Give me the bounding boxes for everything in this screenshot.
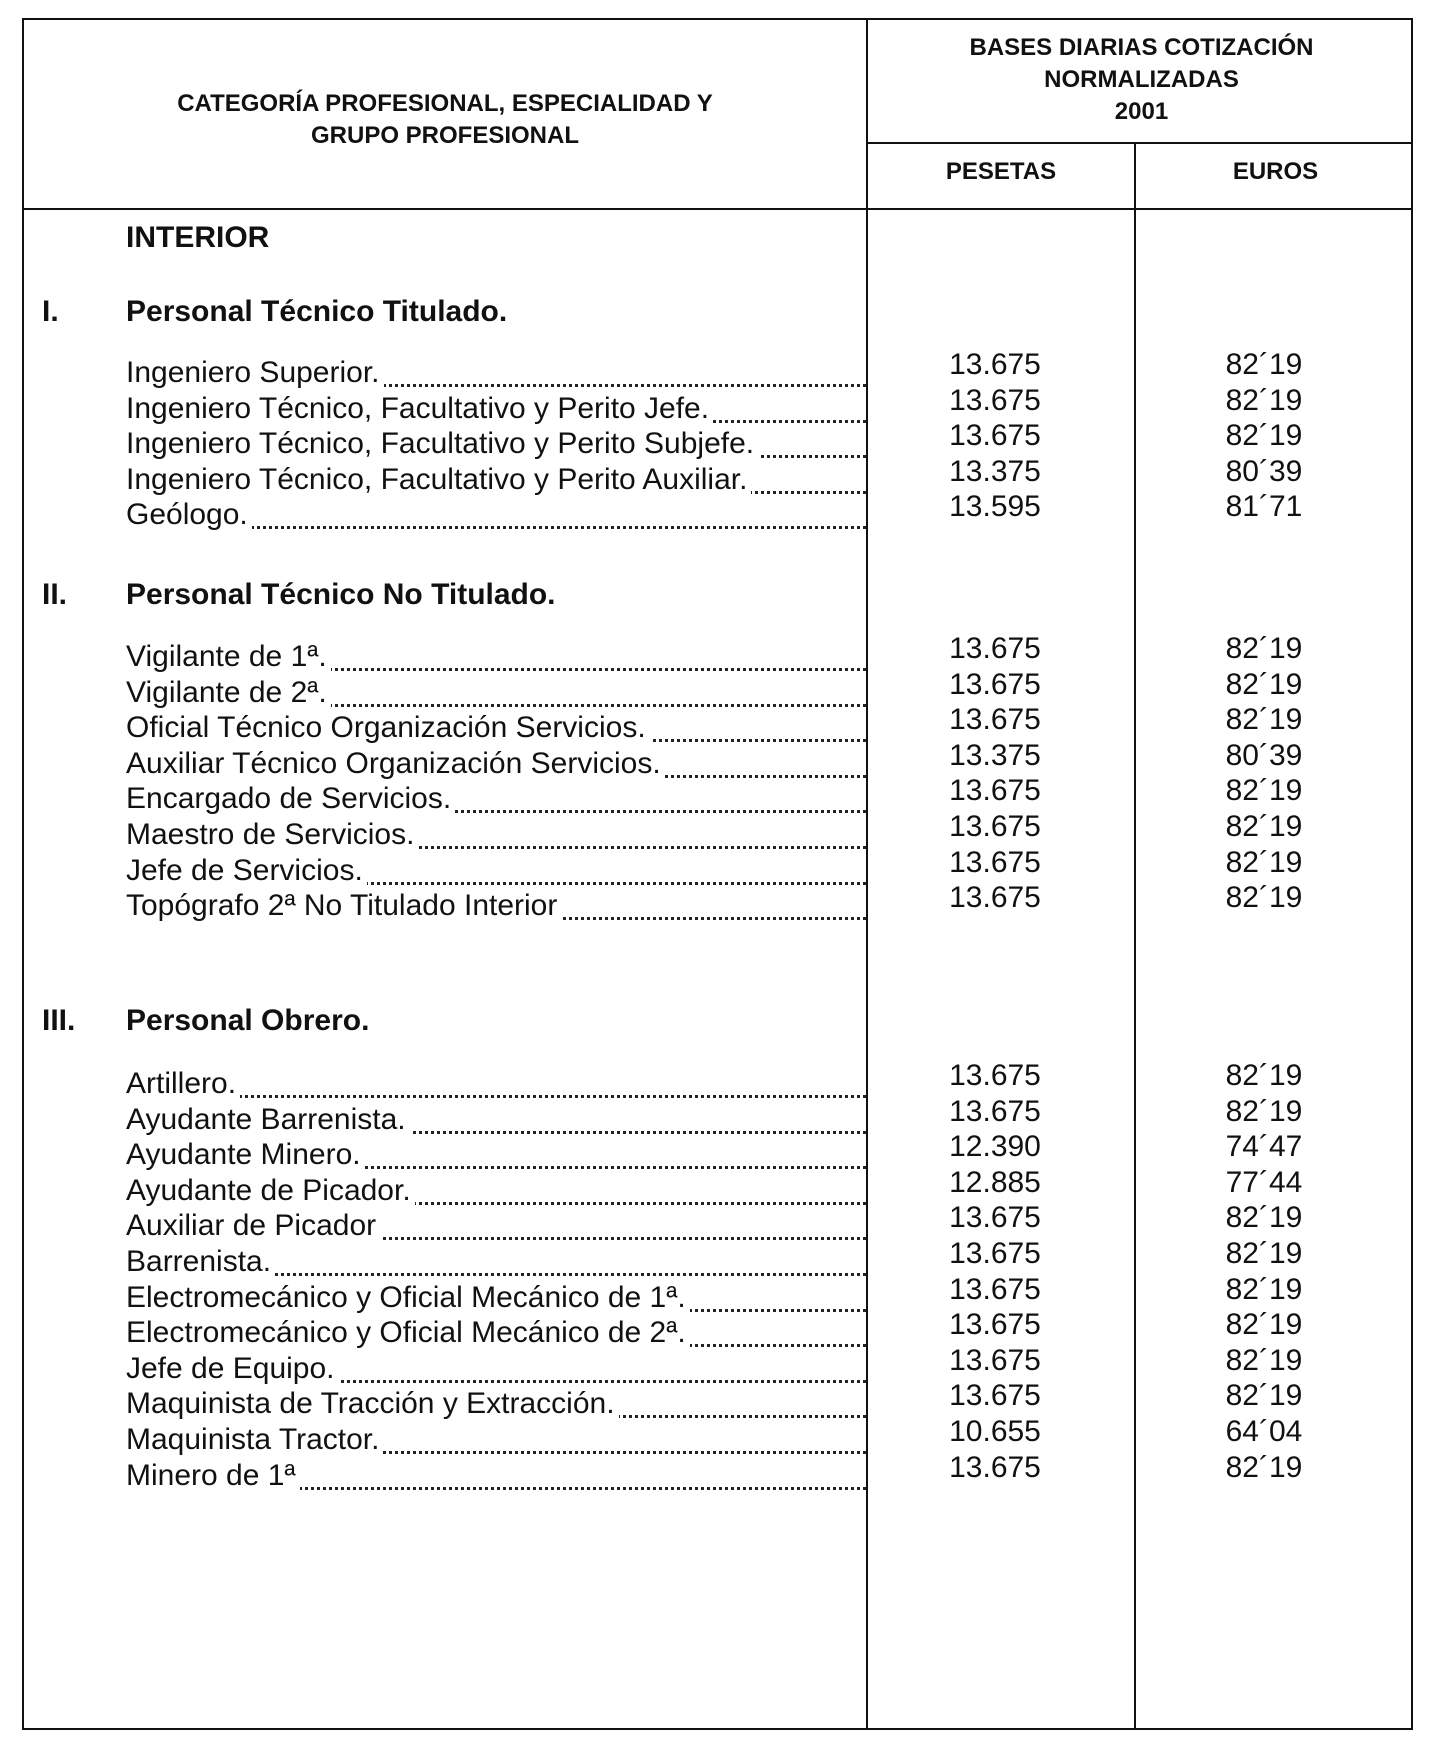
category-label-text: Electromecánico y Oficial Mecánico de 2ª. <box>126 1316 690 1349</box>
pesetas-value: 13.675 <box>949 419 1041 453</box>
category-label-text: Ingeniero Superior. <box>126 356 384 389</box>
pesetas-value: 13.675 <box>949 1237 1041 1270</box>
euros-value: 64´04 <box>1225 1415 1303 1448</box>
pesetas-value: 13.675 <box>949 1308 1041 1342</box>
euros-value: 82´19 <box>1225 667 1303 701</box>
bases-header-line2: NORMALIZADAS <box>1044 66 1239 93</box>
pesetas-value: 13.675 <box>949 667 1041 701</box>
euros-value: 82´19 <box>1225 419 1303 453</box>
header-subdivider <box>866 142 1411 144</box>
category-label-text: Oficial Técnico Organización Servicios. <box>126 711 650 744</box>
bases-header-line1: BASES DIARIAS COTIZACIÓN <box>969 34 1314 61</box>
category-label-text: Ayudante Barrenista. <box>126 1103 410 1136</box>
table-row <box>24 1056 1415 1100</box>
category-label-text: Encargado de Servicios. <box>126 782 455 815</box>
euros-value: 82´19 <box>1225 1379 1303 1413</box>
table-row <box>24 345 1415 389</box>
euros-value: 82´19 <box>1225 1094 1303 1128</box>
category-label-text: Ayudante Minero. <box>126 1138 365 1171</box>
category-label-text: Vigilante de 1ª. <box>126 640 331 673</box>
category-label-text: Ingeniero Técnico, Facultativo y Perito Jefe. <box>126 392 713 425</box>
euros-value: 82´19 <box>1225 1450 1303 1484</box>
section-title: Personal Obrero. <box>126 1004 370 1037</box>
section-number: I. <box>42 295 59 328</box>
pesetas-value: 13.375 <box>949 738 1041 772</box>
category-label-text: Ayudante de Picador. <box>126 1174 415 1207</box>
category-label-text: Auxiliar Técnico Organización Servicios. <box>126 747 665 780</box>
category-header-line2: GRUPO PROFESIONAL <box>310 122 580 149</box>
category-label <box>126 1456 866 1496</box>
category-label-text: Barrenista. <box>126 1245 275 1278</box>
category-label <box>126 495 866 535</box>
section-title: Personal Técnico Titulado. <box>126 295 508 328</box>
pesetas-value: 13.675 <box>949 632 1041 665</box>
euros-value: 82´19 <box>1225 1059 1303 1092</box>
euros-value: 74´47 <box>1225 1130 1303 1164</box>
pesetas-value: 13.675 <box>949 383 1041 417</box>
bases-header <box>868 32 1415 128</box>
table-row <box>24 629 1415 673</box>
pesetas-value: 13.675 <box>949 881 1041 915</box>
pesetas-value: 13.675 <box>949 1272 1041 1306</box>
category-label-text: Topógrafo 2ª No Titulado Interior <box>126 889 561 922</box>
category-label-text: Ingeniero Técnico, Facultativo y Perito Auxiliar. <box>126 463 751 496</box>
pesetas-value: 13.675 <box>949 1343 1041 1377</box>
euros-value: 82´19 <box>1225 383 1303 417</box>
pesetas-value: 13.595 <box>949 490 1041 524</box>
category-label-text: Maquinista de Tracción y Extracción. <box>126 1387 619 1420</box>
pesetas-column-header: PESETAS <box>945 158 1057 185</box>
document-table <box>22 18 1413 1730</box>
pesetas-value: 13.675 <box>949 1201 1041 1235</box>
pesetas-value: 13.675 <box>949 845 1041 879</box>
bases-header-year: 2001 <box>1114 98 1169 125</box>
section-title: Personal Técnico No Titulado. <box>126 578 556 611</box>
euros-column-header: EUROS <box>1232 158 1319 185</box>
euros-value: 82´19 <box>1225 810 1303 843</box>
section-number: III. <box>42 1004 76 1037</box>
pesetas-value: 12.885 <box>949 1165 1041 1199</box>
category-label-text: Maquinista Tractor. <box>126 1423 383 1456</box>
pesetas-value: 13.375 <box>949 454 1041 488</box>
pesetas-value: 13.675 <box>949 774 1041 808</box>
category-label-text: Minero de 1ª <box>126 1459 300 1492</box>
euros-value: 77´44 <box>1225 1165 1303 1199</box>
pesetas-value: 13.675 <box>949 810 1041 843</box>
pesetas-value: 13.675 <box>949 1379 1041 1413</box>
category-label-text: Electromecánico y Oficial Mecánico de 1ª. <box>126 1281 690 1314</box>
location-heading: INTERIOR <box>126 221 270 254</box>
pesetas-value: 13.675 <box>949 348 1041 381</box>
euros-value: 82´19 <box>1225 845 1303 879</box>
category-header-line1: CATEGORÍA PROFESIONAL, ESPECIALIDAD Y <box>177 90 713 117</box>
euros-value: 82´19 <box>1225 1237 1303 1270</box>
euros-value: 82´19 <box>1225 348 1303 381</box>
pesetas-value: 13.675 <box>949 1094 1041 1128</box>
pesetas-value: 13.675 <box>949 703 1041 737</box>
header-bottom-rule <box>24 208 1411 210</box>
euros-value: 80´39 <box>1225 454 1303 488</box>
category-label <box>126 886 866 926</box>
euros-value: 82´19 <box>1225 703 1303 737</box>
category-header <box>24 88 866 152</box>
pesetas-value: 12.390 <box>949 1130 1041 1164</box>
pesetas-value: 10.655 <box>949 1415 1041 1448</box>
euros-value: 82´19 <box>1225 881 1303 915</box>
euros-value: 82´19 <box>1225 1308 1303 1342</box>
euros-value: 82´19 <box>1225 632 1303 665</box>
category-label <box>126 424 866 464</box>
euros-value: 82´19 <box>1225 774 1303 808</box>
category-label-text: Jefe de Servicios. <box>126 854 367 887</box>
category-label-text: Maestro de Servicios. <box>126 818 418 851</box>
category-label-text: Jefe de Equipo. <box>126 1352 339 1385</box>
category-label-text: Ingeniero Técnico, Facultativo y Perito Subjefe. <box>126 427 758 460</box>
category-label-text: Geólogo. <box>126 498 252 531</box>
pesetas-value: 13.675 <box>949 1450 1041 1484</box>
category-label-text: Artillero. <box>126 1067 240 1100</box>
euros-value: 82´19 <box>1225 1272 1303 1306</box>
euros-value: 82´19 <box>1225 1201 1303 1235</box>
category-label-text: Auxiliar de Picador <box>126 1209 380 1242</box>
euros-value: 82´19 <box>1225 1343 1303 1377</box>
section-number: II. <box>42 578 68 611</box>
euros-value: 81´71 <box>1225 490 1303 524</box>
category-label-text: Vigilante de 2ª. <box>126 676 331 709</box>
euros-value: 80´39 <box>1225 738 1303 772</box>
pesetas-value: 13.675 <box>949 1059 1041 1092</box>
